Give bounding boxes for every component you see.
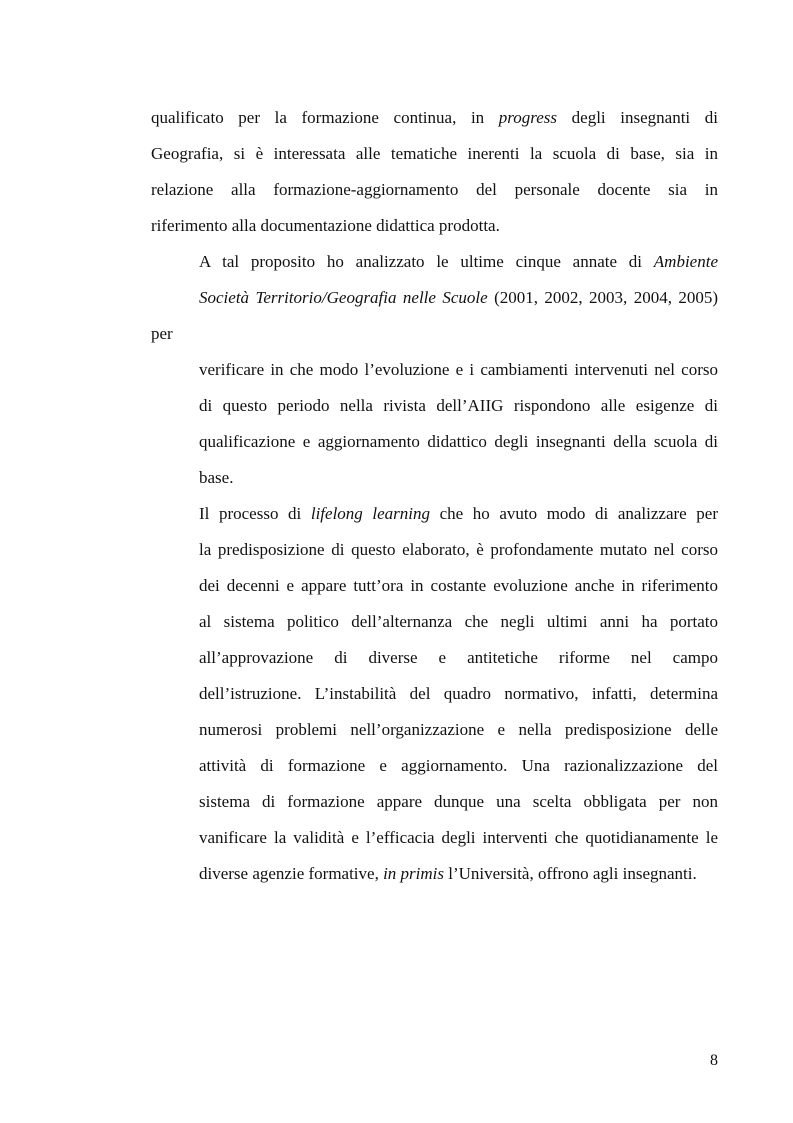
paragraph-1 [151,100,718,244]
text-line [151,352,718,388]
text-segment: base. [199,468,234,487]
text-segment: A tal proposito ho analizzato le ultime cinque annate di [199,252,654,271]
text-line [151,280,718,352]
text-segment: che ho avuto modo di analizzare per [430,504,718,523]
text-segment: degli insegnanti di [557,108,718,127]
page-number: 8 [710,1052,718,1069]
text-line [151,748,718,784]
italic-term: Ambiente [653,252,718,271]
text-segment: qualificato per la formazione continua, in [151,108,499,127]
text-segment: Il processo di [199,504,311,523]
italic-term: lifelong learning [310,504,430,523]
italic-term: in primis [383,864,445,883]
text-segment: di questo periodo nella rivista dell’AIIG rispondono alle esigenze di [199,396,718,415]
text-line [151,856,718,892]
text-line [151,388,718,424]
italic-term: Società Territorio/Geografia nelle Scuole [199,288,488,307]
text-line [151,460,718,496]
text-segment: al sistema politico dell’alternanza che negli ultimi anni ha portato [199,612,718,631]
text-line [151,100,718,136]
text-segment: la predisposizione di questo elaborato, è profondamente mutato nel corso [199,540,718,559]
text-segment: vanificare la validità e l’efficacia degli interventi che quotidianamente le [199,828,718,847]
text-segment: all’approvazione di diverse e antitetiche riforme nel campo [199,648,718,667]
text-segment: relazione alla formazione-aggiornamento del personale docente sia in [151,180,718,199]
text-segment: verificare in che modo l’evoluzione e i cambiamenti intervenuti nel corso [199,360,718,379]
text-line [151,208,718,244]
text-segment: dell’istruzione. L’instabilità del quadro normativo, infatti, determina [199,684,718,703]
text-line [151,784,718,820]
text-segment: dei decenni e appare tutt’ora in costante evoluzione anche in riferimento [199,576,718,595]
italic-term: progress [498,108,558,127]
text-line [151,820,718,856]
text-segment: Geografia, si è interessata alle tematiche inerenti la scuola di base, sia in [151,144,718,163]
text-line [151,640,718,676]
text-line [151,604,718,640]
text-line [151,496,718,532]
text-line [151,244,718,280]
text-segment: l’Università, offrono agli insegnanti. [444,864,697,883]
text-line [151,172,718,208]
text-line [151,136,718,172]
text-line [151,568,718,604]
paragraph-2 [151,244,718,496]
text-segment: attività di formazione e aggiornamento. Una razionalizzazione del [199,756,718,775]
text-segment: riferimento alla documentazione didattica prodotta. [151,216,500,235]
text-segment: sistema di formazione appare dunque una scelta obbligata per non [199,792,718,811]
text-segment: (2001, 2002, 2003, 2004, 2005) per [151,288,719,343]
paragraph-3 [151,496,718,892]
document-body [151,100,718,892]
text-segment: numerosi problemi nell’organizzazione e nella predisposizione delle [199,720,718,739]
text-line [151,424,718,460]
text-line [151,532,718,568]
text-line [151,676,718,712]
text-segment: qualificazione e aggiornamento didattico degli insegnanti della scuola di [199,432,718,451]
text-segment: diverse agenzie formative, [199,864,384,883]
text-line [151,712,718,748]
